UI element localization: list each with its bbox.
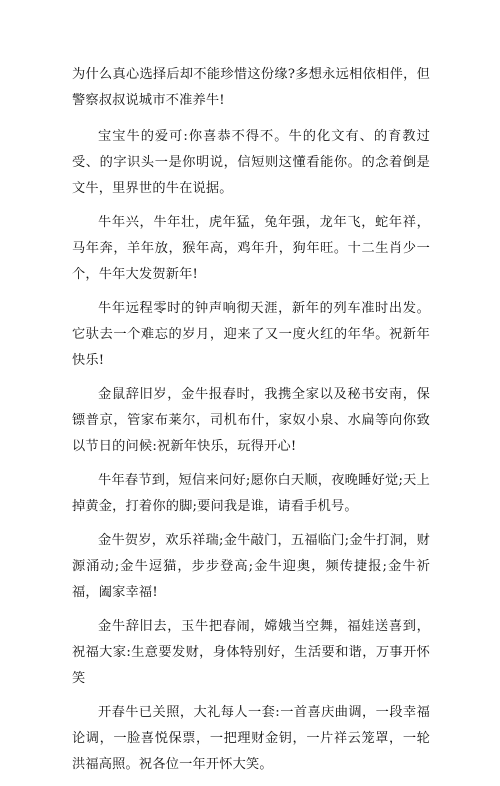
paragraph-1: 为什么真心选择后却不能珍惜这份缘?多想永远相依相伴，但警察叔叔说城市不准养牛! — [72, 67, 430, 108]
document-body — [72, 62, 430, 786]
paragraph-9: 开春牛已关照，大礼每人一套:一首喜庆曲调，一段幸福论调，一脸喜悦保票，一把理财金钥，一片祥云笼罩，一轮洪福高照。祝各位一年开怀大笑。 — [72, 705, 430, 772]
paragraph-4: 牛年远程零时的钟声响彻天涯，新年的列车准时出发。它驮去一个难忘的岁月，迎来了又一度火红的年华。祝新年快乐! — [72, 301, 430, 368]
paragraph-5: 金鼠辞旧岁，金牛报春时，我携全家以及秘书安南，保镖普京，管家布莱尔，司机布什，家奴小泉、水扁等向你致以节日的问候:祝新年快乐，玩得开心! — [72, 387, 430, 454]
paragraph-6: 牛年春节到，短信来问好;愿你白天顺，夜晚睡好觉;天上掉黄金，打着你的脚;要问我是谁，请看手机号。 — [72, 473, 430, 514]
paragraph-8: 金牛辞旧去，玉牛把春闹，嫦娥当空舞，福娃送喜到，祝福大家:生意要发财，身体特别好，生活要和谐，万事开怀笑 — [72, 619, 430, 686]
paragraph-2: 宝宝牛的爱可:你喜恭不得不。牛的化文有、的育教过受、的字识头一是你明说，信短则这懂看能你。的念着倒是文牛，里界世的牛在说据。 — [72, 129, 430, 196]
paragraph-3: 牛年兴，牛年壮，虎年猛，兔年强，龙年飞，蛇年祥，马年奔，羊年放，猴年高，鸡年升，狗年旺。十二生肖少一个，牛年大发贺新年! — [72, 215, 430, 282]
paragraph-7: 金牛贺岁，欢乐祥瑞;金牛敲门，五福临门;金牛打洞，财源涌动;金牛逗猫，步步登高;金牛迎奥，频传捷报;金牛祈福，阖家幸福! — [72, 533, 430, 600]
